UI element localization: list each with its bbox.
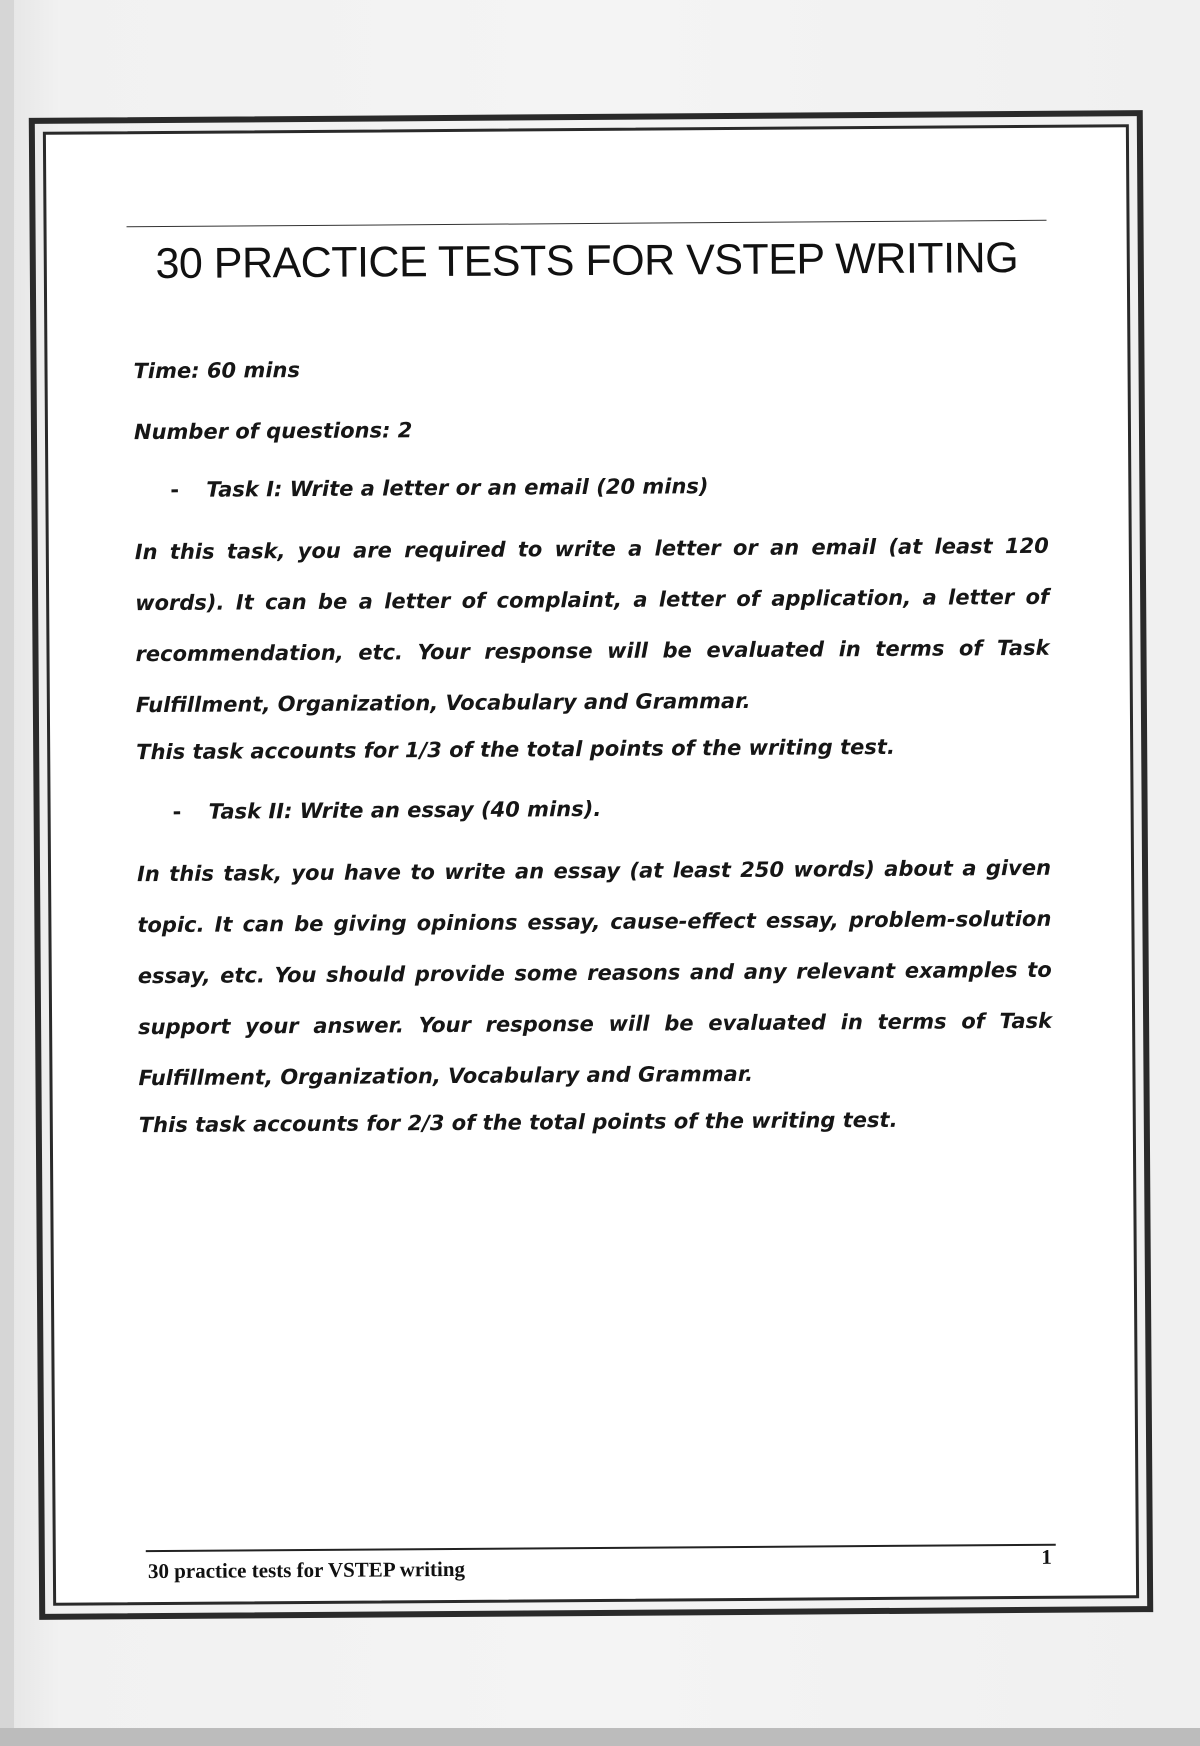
page-number: 1 xyxy=(1041,1544,1052,1569)
footer-title: 30 practice tests for VSTEP writing xyxy=(147,1556,466,1584)
footer-rule xyxy=(146,1544,1056,1552)
task1-dash: - xyxy=(170,477,180,502)
task1-description: In this task, you are required to write a letter or an email (at least 120 words). It can be a letter of complaint, a letter of application, a letter of recommendation, etc. Your response will be evaluated in terms of Task Fulfillment, Organization, Vocabulary and Grammar. xyxy=(134,533,1050,718)
task1-heading: Task I: Write a letter or an email (20 mins) xyxy=(206,474,709,502)
task2-description: In this task, you have to write an essay (at least 250 words) about a given topic. It can be giving opinions essay, cause-effect essay, problem-solution essay, etc. You should provide some reasons and any relevant examples to support your answer. Your response will be evaluated in terms of Task Fulfillment, Organization, Vocabulary and Grammar. xyxy=(136,855,1053,1091)
task2-dash: - xyxy=(172,799,182,824)
page-bottom-shadow xyxy=(0,1728,1200,1746)
task1-points: This task accounts for 1/3 of the total points of the writing test. xyxy=(136,734,895,765)
page-content xyxy=(46,127,1136,1603)
number-of-questions-line: Number of questions: 2 xyxy=(133,418,413,445)
document-title: 30 PRACTICE TESTS FOR VSTEP WRITING xyxy=(155,234,1019,289)
task2-heading: Task II: Write an essay (40 mins). xyxy=(208,796,602,824)
task2-points: This task accounts for 2/3 of the total points of the writing test. xyxy=(138,1107,898,1138)
time-line: Time: 60 mins xyxy=(133,358,301,384)
page-edge-shadow xyxy=(0,0,14,1746)
task1-heading-item xyxy=(170,469,1048,505)
document-body xyxy=(133,350,1052,1140)
title-top-rule xyxy=(127,220,1047,227)
page-border-outer xyxy=(29,110,1153,1620)
task2-heading-item xyxy=(173,791,1051,827)
page-border-inner xyxy=(43,124,1139,1606)
